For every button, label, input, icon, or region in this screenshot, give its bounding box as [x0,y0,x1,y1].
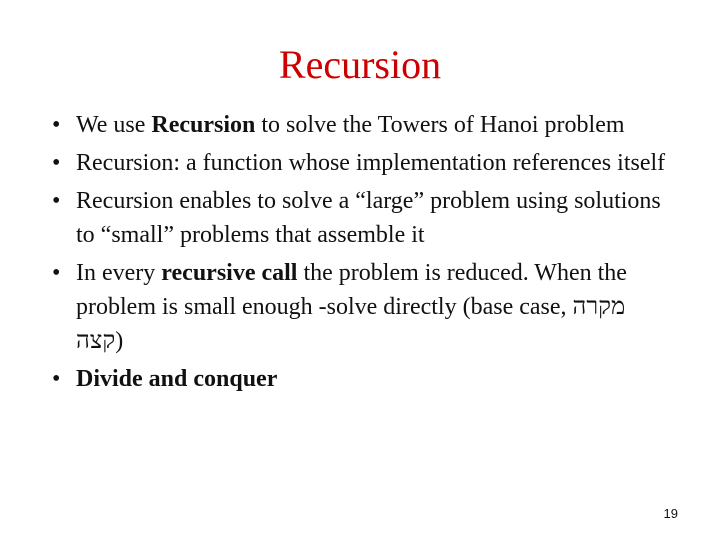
bullet-item [52,146,672,180]
bullet-text: Recursion enables to solve a “large” problem using solutions to “small” problems that assemble it [76,188,661,248]
bullet-text: In every [76,260,162,286]
bullet-bold-term: Recursion [151,112,256,138]
bullet-bold-term: Divide and conquer [76,366,278,392]
bullet-list [52,108,672,400]
slide-title: Recursion [278,41,442,87]
bullet-item [52,256,672,358]
bullet-text: We use [76,112,152,138]
page-number: 19 [663,506,678,521]
bullet-item [52,108,672,142]
bullet-item [52,184,672,252]
bullet-item [52,362,672,396]
bullet-hebrew-term: מקרה קצה [76,294,626,354]
bullet-bold-term: recursive call [161,260,298,286]
bullet-text: ) [115,328,124,354]
bullet-text: the problem is reduced. When the problem is small enough -solve directly (base case, [76,260,627,320]
bullet-text: Recursion: a function whose implementation references itself [76,150,666,176]
bullet-text: to solve the Towers of Hanoi problem [255,112,625,138]
